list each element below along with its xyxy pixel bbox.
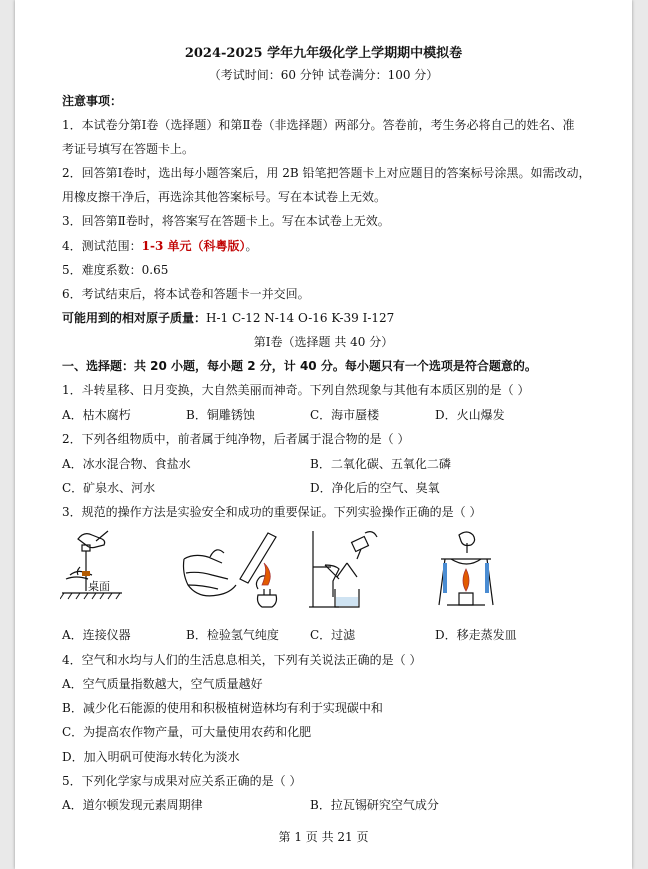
page-title: 2024-2025 学年九年级化学上学期期中模拟卷 [184,46,463,61]
q5-option-b: B．拉瓦锡研究空气成分 [310,798,439,812]
q4-option-b: B．减少化石能源的使用和积极植树造林均有利于实现碳中和 [62,701,383,715]
notice-item-1-line-2: 考证号填写在答题卡上。 [62,142,195,156]
q3-option-a: A．连接仪器 [62,628,131,642]
figure-connect-instruments [60,527,130,613]
figure-hydrogen-purity-test [180,529,290,613]
notice-item-4-suffix: 。 [245,239,258,253]
notice-heading: 注意事项： [62,94,123,108]
q2-option-a: A．冰水混合物、食盐水 [62,457,191,471]
q5-stem: 5．下列化学家与成果对应关系正确的是（ ） [62,774,302,788]
q2-option-c: C．矿泉水、河水 [62,481,156,495]
q1-option-b: B．铜雕锈蚀 [186,408,255,422]
atomic-masses [62,309,394,326]
section-1-heading: 第Ⅰ卷（选择题 共 40 分） [253,335,394,349]
notice-item-4 [62,237,258,254]
document-page [15,0,632,869]
notice-item-3: 3．回答第Ⅱ卷时，将答案写在答题卡上。写在本试卷上无效。 [62,214,390,228]
notice-item-1-line-1: 1．本试卷分第Ⅰ卷（选择题）和第Ⅱ卷（非选择题）两部分。答卷前，考生务必将自己的姓名、准 [62,118,575,132]
q2-option-b: B．二氧化碳、五氧化二磷 [310,457,451,471]
q2-option-d: D．净化后的空气、臭氧 [310,481,440,495]
figure-move-evaporating-dish [433,529,503,613]
test-range: 1-3 单元（科粤版） [141,239,246,253]
page-footer: 第 1 页 共 21 页 [278,830,369,844]
q1-option-c: C．海市蜃楼 [310,408,380,422]
atomic-masses-values: H-1 C-12 N-14 O-16 K-39 I-127 [206,311,395,325]
notice-item-5: 5．难度系数：0.65 [62,263,169,277]
q5-option-a: A．道尔顿发现元素周期律 [62,798,203,812]
exam-subtitle: （考试时间：60 分钟 试卷满分：100 分） [208,68,439,82]
notice-item-2-line-2: 用橡皮擦干净后，再选涂其他答案标号。写在本试卷上无效。 [62,190,387,204]
q4-option-c: C．为提高农作物产量，可大量使用农药和化肥 [62,725,312,739]
notice-item-6: 6．考试结束后，将本试卷和答题卡一并交回。 [62,287,310,301]
figure-filtration [307,527,387,613]
q4-option-d: D．加入明矾可使海水转化为淡水 [62,750,240,764]
q1-option-d: D．火山爆发 [435,408,505,422]
atomic-masses-label: 可能用到的相对原子质量： [62,311,207,325]
notice-item-2-line-1: 2．回答第Ⅰ卷时，选出每小题答案后，用 2B 铅笔把答题卡上对应题目的答案标号涂黑。如需改动， [62,166,591,180]
q3-option-d: D．移走蒸发皿 [435,628,517,642]
q3-option-b: B．检验氢气纯度 [186,628,279,642]
q4-stem: 4．空气和水均与人们的生活息息相关，下列有关说法正确的是（ ） [62,653,422,667]
q3-option-c: C．过滤 [310,628,356,642]
q4-option-a: A．空气质量指数越大，空气质量越好 [62,677,263,691]
q3-stem: 3．规范的操作方法是实验安全和成功的重要保证。下列实验操作正确的是（ ） [62,505,482,519]
figure-label-desktop: 桌面 [88,580,110,593]
section-1-instruction: 一、选择题：共 20 小题，每小题 2 分，计 40 分。每小题只有一个选项是符合题意的。 [62,359,537,373]
q1-option-a: A．枯木腐朽 [62,408,131,422]
q2-stem: 2．下列各组物质中，前者属于纯净物，后者属于混合物的是（ ） [62,432,410,446]
q1-stem: 1．斗转星移、日月变换，大自然美丽而神奇。下列自然现象与其他有本质区别的是（ ） [62,383,530,397]
notice-item-4-prefix: 4．测试范围： [62,239,142,253]
